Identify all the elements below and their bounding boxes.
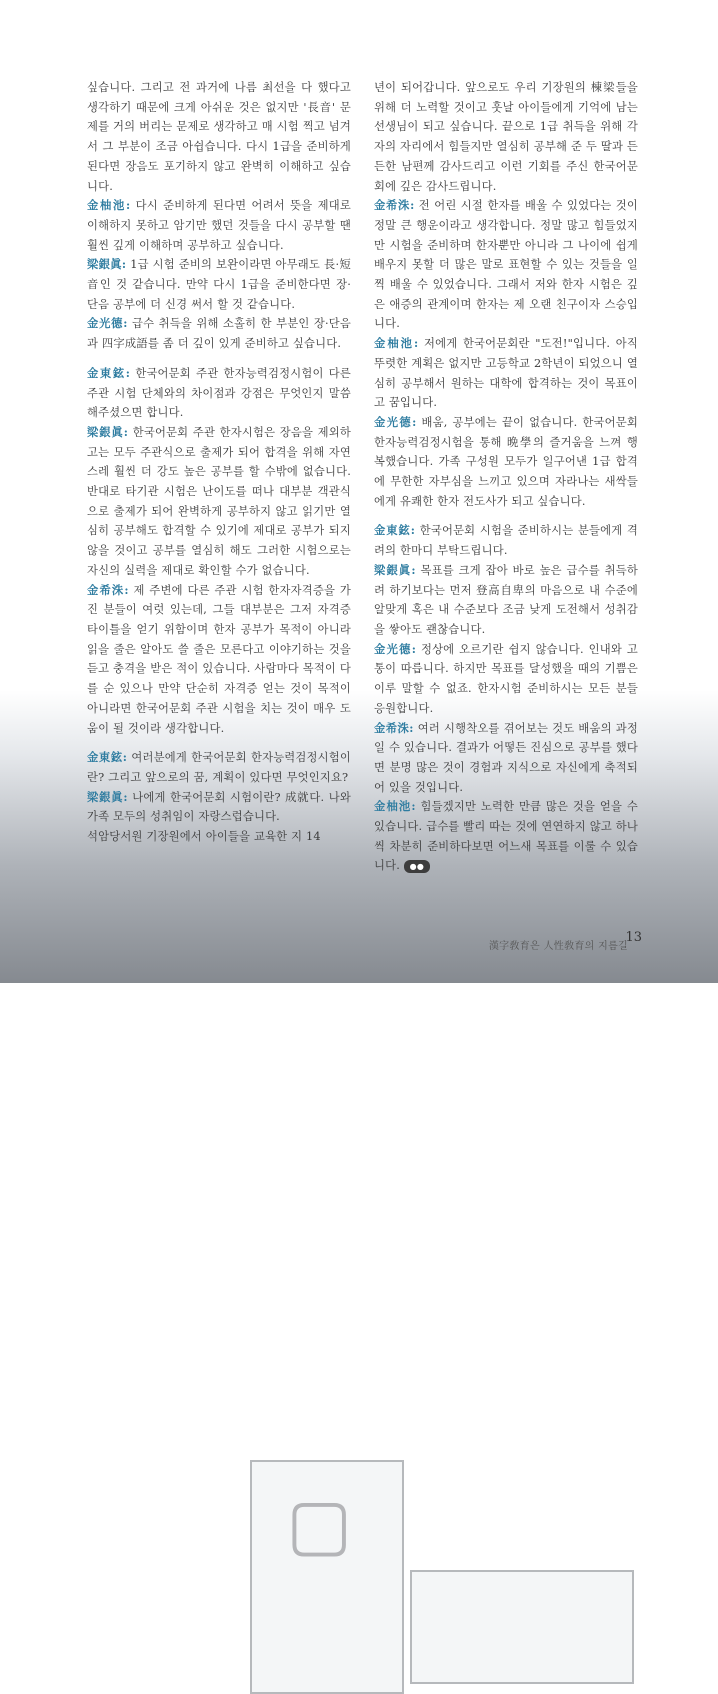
paragraph-text: 한국어문회 시험을 준비하시는 분들에게 격려의 한마디 부탁드립니다. (374, 524, 638, 558)
paragraph (374, 196, 638, 334)
paragraph (87, 827, 351, 847)
paragraph (374, 719, 638, 798)
speaker-name: 梁銀眞: (87, 789, 128, 804)
paragraph (87, 423, 351, 581)
paragraph-text: 배움, 공부에는 끝이 없습니다. 한국어문회 한자능력검정시험을 통해 晩學의 즐거움을 느껴 행복했습니다. 가족 구성원 모두가 일구어낸 1급 합격에 무한한 자부심을 느끼고 있으며 자라나는 새싹들에게 유쾌한 한자 전도사가 되고 싶습니다. (374, 415, 638, 508)
right-text-column (374, 78, 638, 876)
paragraph-text: 제 주변에 다른 주관 시험 한자자격증을 가진 분들이 여럿 있는데, 그들 대부분은 그저 자격증 타이틀을 얻기 위함이며 한자 공부가 목적이 아니라 읽을 줄은 알아도 쓸 줄은 모른다고 이야기하는 것을 듣고 충격을 받은 적이 있습니다. 사람마다 목적이 다를 순 있으나 만약 단순히 자격증 얻는 것이 목적이 아니라면 한국어문회 주관 시험을 치는 것이 매우 도움이 될 것이라 생각합니다. (87, 583, 351, 735)
paragraph (87, 314, 351, 353)
speaker-name: 金東鉉: (374, 523, 416, 538)
speaker-name: 金柚池: (87, 198, 131, 213)
paragraph-text: 급수 취득을 위해 소홀히 한 부분인 장·단음과 四字成語를 좀 더 깊이 있게 준비하고 싶습니다. (87, 317, 351, 351)
paragraph-text: 한국어문회 주관 한자시험은 장음을 제외하고는 모두 주관식으로 출제가 되어 합격을 위해 자연스레 훨씬 더 강도 높은 공부를 할 수밖에 없습니다. 반대로 타기관 시험은 난이도를 떠나 대부분 객관식으로 출제가 되어 완벽하게 공부하지 않고 읽기만 열심히 공부해도 합격할 수 있기에 제대로 공부가 되지 않을 것이고 공부를 열심히 해도 그러한 시험으로는 자신의 실력을 제대로 확인할 수가 없습니다. (87, 425, 351, 577)
paragraph-text: 나에게 한국어문회 시험이란? 成就다. 나와 가족 모두의 성취임이 자랑스럽습니다. (87, 790, 351, 824)
shop-sign-horizontal (410, 1570, 634, 1684)
paragraph-text: 정상에 오르기란 쉽지 않습니다. 인내와 고통이 따릅니다. 하지만 목표를 달성했을 때의 기쁨은 이루 말할 수 없죠. 한자시험 준비하시는 모든 분들 응원합니다. (374, 642, 638, 715)
speaker-name: 金東鉉: (87, 750, 128, 765)
paragraph (374, 797, 638, 876)
speaker-name: 梁銀眞: (87, 424, 129, 439)
paragraph-text: 여러 시행착오를 겪어보는 것도 배움의 과정일 수 있습니다. 결과가 어떻든 진심으로 공부를 했다면 분명 많은 것이 경험과 지식으로 자신에게 축적되어 있을 것입니다. (374, 721, 638, 794)
speaker-name: 金光德: (374, 641, 417, 656)
speaker-name: 金光德: (87, 316, 128, 331)
speaker-name: 金東鉉: (87, 365, 131, 380)
speaker-name: 金柚池: (374, 799, 416, 814)
paragraph (87, 788, 351, 827)
end-mark-icon: ●● (404, 860, 430, 873)
footer-caption: 漢字敎育은 人性敎育의 지름길 (488, 941, 628, 952)
paragraph (374, 561, 638, 640)
left-text-column (87, 78, 351, 847)
speaker-name: 金光德: (374, 414, 417, 429)
paragraph-text: 힘들겠지만 노력한 만큼 많은 것을 얻을 수 있습니다. 급수를 빨리 따는 것에 연연하지 않고 하나씩 차분히 준비하다보면 어느새 목표를 이룰 수 있습니다. (374, 800, 638, 873)
speaker-name: 金柚池: (374, 336, 419, 351)
paragraph (374, 78, 638, 196)
paragraph-text: 한국어문회 주관 한자능력검정시험이 다른 주관 시험 단체와의 차이점과 강점은 무엇인지 말씀해주셨으면 합니다. (87, 366, 351, 420)
paragraph (87, 748, 351, 787)
paragraph (87, 78, 351, 196)
paragraph-text: 석암당서원 기장원에서 아이들을 교육한 지 14 (87, 830, 321, 844)
paragraph (87, 364, 351, 423)
speaker-name: 金希洙: (374, 198, 415, 213)
shop-sign-vertical: ▢ (250, 1460, 404, 1694)
paragraph-text: 목표를 크게 잡아 바로 높은 급수를 취득하려 하기보다는 먼저 登高自卑의 마음으로 내 수준에 알맞게 혹은 내 수준보다 조금 낮게 도전해서 성취감을 쌓아도 괜찮습니다. (374, 563, 638, 636)
speaker-name: 金希洙: (87, 582, 129, 597)
speaker-name: 梁銀眞: (87, 257, 127, 272)
paragraph (374, 521, 638, 560)
paragraph (87, 581, 351, 739)
paragraph (374, 413, 638, 512)
paragraph-text: 다시 준비하게 된다면 어려서 뜻을 제대로 이해하지 못하고 암기만 했던 것들을 다시 공부할 땐 훨씬 깊게 이해하며 공부하고 싶습니다. (87, 199, 351, 252)
paragraph-text: 1급 시험 준비의 보완이라면 아무래도 長·短音인 것 같습니다. 만약 다시 1급을 준비한다면 장·단음 공부에 더 신경 써서 할 것 같습니다. (87, 258, 351, 311)
page-number: 13 (625, 930, 642, 945)
paragraph-text: 전 어린 시절 한자를 배울 수 있었다는 것이 정말 큰 행운이라고 생각합니다. 정말 많고 힘들었지만 시험을 준비하며 한자뿐만 아니라 그 나이에 쉽게 배우지 못할 더 많은 말로 표현할 수 있는 것들을 일찍 배울 수 있었습니다. 그래서 저와 한자 시험은 깊은 애증의 관계이며 한자는 제 오랜 친구이자 스승입니다. (374, 199, 638, 331)
paragraph-text: 년이 되어갑니다. 앞으로도 우리 기장원의 棟梁들을 위해 더 노력할 것이고 훗날 아이들에게 기억에 남는 선생님이 되고 싶습니다. 끝으로 1급 취득을 위해 각자의 자리에서 힘들지만 열심히 공부해 준 두 딸과 든든한 남편께 감사드리고 이런 기회를 주신 한국어문회에 깊은 감사드립니다. (374, 81, 638, 193)
paragraph-text: 여러분에게 한국어문회 한자능력검정시험이란? 그리고 앞으로의 꿈, 계획이 있다면 무엇인지요? (87, 751, 351, 784)
paragraph (374, 334, 638, 413)
paragraph (374, 640, 638, 719)
paragraph-text: 저에게 한국어문회란 "도전!"입니다. 아직 뚜렷한 계획은 없지만 고등학교 2학년이 되었으니 열심히 공부해서 원하는 대학에 합격하는 것이 목표이고 꿈입니다. (374, 337, 638, 410)
speaker-name: 金希洙: (374, 720, 414, 735)
paragraph (87, 196, 351, 255)
paragraph-text: 싶습니다. 그리고 전 과거에 나름 최선을 다 했다고 생각하기 때문에 크게 아쉬운 것은 없지만 '長音' 문제를 거의 버리는 문제로 생각하고 매 시험 찍고 넘겨서 그 부분이 조금 아쉽습니다. 다시 1급을 준비하게 된다면 장음도 포기하지 않고 완벽히 이해하고 싶습니다. (87, 81, 351, 193)
speaker-name: 梁銀眞: (374, 562, 416, 577)
paragraph (87, 255, 351, 314)
